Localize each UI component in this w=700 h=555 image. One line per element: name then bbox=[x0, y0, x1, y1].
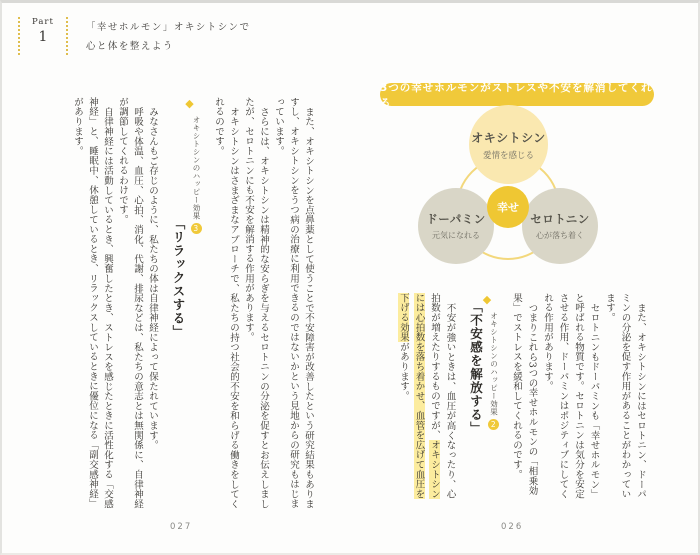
circle-dopamine bbox=[418, 188, 494, 264]
left-page-text bbox=[60, 97, 316, 509]
circle-dopamine-desc: 元気になれる bbox=[432, 231, 480, 240]
paragraph: さらには、オキシトシンは精神的な安らぎを与えるセロトニンの分泌を促すとお伝えしましたが、セロトニンにも不安を解消する作用があります。 bbox=[243, 97, 269, 509]
paragraph: オキシトシンはさまざまなアプローチで、私たちの持つ社会的不安を和らげる働きをしてくれるのです。 bbox=[213, 97, 239, 509]
happy-hormones-diagram bbox=[387, 103, 637, 273]
circle-happiness bbox=[487, 186, 529, 228]
section-label bbox=[480, 293, 502, 501]
chapter-title bbox=[86, 15, 251, 56]
circle-serotonin bbox=[522, 188, 598, 264]
paragraph: 自律神経には活動しているとき、興奮したとき、ストレスを感じたときに活性化する「交感神経」と、睡眠中、休憩しているとき、リラックスしているときに優位になる「副交感神経」があります。 bbox=[72, 97, 113, 509]
paragraph-text: 不安が強いときは、血圧が高くなったり、心拍数が増えたりするものですが、 bbox=[429, 293, 456, 499]
section-number-badge: 2 bbox=[488, 419, 499, 430]
part-indicator bbox=[20, 15, 66, 45]
section-heading-anxiety bbox=[465, 293, 502, 501]
section-title: 「不安感を解放する」 bbox=[468, 300, 484, 435]
dotted-divider bbox=[66, 17, 68, 55]
circle-serotonin-name: セロトニン bbox=[530, 212, 590, 226]
circle-dopamine-name: ドーパミン bbox=[426, 212, 486, 226]
diamond-icon: ◆ bbox=[480, 293, 494, 306]
circle-oxytocin-name: オキシトシン bbox=[471, 130, 546, 145]
section-title: 「リラックスする」 bbox=[171, 217, 186, 339]
circle-serotonin-desc: 心が落ち着く bbox=[536, 231, 584, 240]
part-number: 1 bbox=[38, 29, 48, 45]
page-number-left: 027 bbox=[170, 522, 193, 532]
paragraph-text: があります。 bbox=[398, 342, 409, 401]
page-number-right: 026 bbox=[501, 522, 524, 532]
section-label-text: オキシトシンのハッピー効果 bbox=[489, 312, 499, 416]
page-header bbox=[18, 15, 251, 56]
circle-happiness-label: 幸せ bbox=[497, 201, 519, 214]
paragraph: つまりこれら3つの幸せホルモンの「相乗効果」でストレスを緩和してくれるのです。 bbox=[511, 293, 538, 496]
part-label: Part bbox=[32, 17, 54, 27]
chapter-title-line2: 心と体を整えよう bbox=[85, 40, 174, 52]
section-label bbox=[183, 97, 204, 509]
paragraph: 呼吸や体温、血圧、心拍、消化、代謝、排尿などは、私たちの意志とは無関係に、自律神経が調節してくれるわけです。 bbox=[117, 97, 143, 509]
paragraph: セロトニンもドーパミンも「幸せホルモン」と呼ばれる物質です。セロトニンは気分を安定させる作用、ドーパミンはポジティブにしてくれる作用があります。 bbox=[542, 293, 600, 499]
paragraph: みなさんもご存じのように、私たちの体は自律神経によって保たれています。 bbox=[147, 106, 158, 450]
highlighted-text: オキシトシンには心拍数を落ち着かせ、血管を広げて血圧を下げる効果 bbox=[398, 293, 440, 499]
section-number-badge: 3 bbox=[191, 223, 202, 234]
paragraph bbox=[396, 293, 458, 501]
section-heading-relax bbox=[167, 97, 204, 509]
paragraph: また、オキシトシンを点鼻薬として使うことで不安障害が改善したという研究結果もありますし、オキシトシンをうつ病の治療に利用できるのではないかという見地からの研究もはじまっています。 bbox=[273, 97, 314, 509]
section-label-text: オキシトシンのハッピー効果 bbox=[192, 116, 201, 220]
circle-oxytocin-desc: 愛情を感じる bbox=[482, 150, 534, 161]
paragraph: また、オキシトシンにはセロトニン、ドーパミンの分泌を促す作用があることがわかっています。 bbox=[604, 293, 646, 499]
diagram-banner: 3つの幸せホルモンがストレスや不安を解消してくれる bbox=[380, 81, 653, 109]
right-page-text bbox=[392, 293, 648, 501]
diamond-icon: ◆ bbox=[183, 97, 196, 110]
chapter-title-line1: 「幸せホルモン」オキシトシンで bbox=[85, 22, 251, 33]
circle-oxytocin bbox=[469, 105, 548, 184]
